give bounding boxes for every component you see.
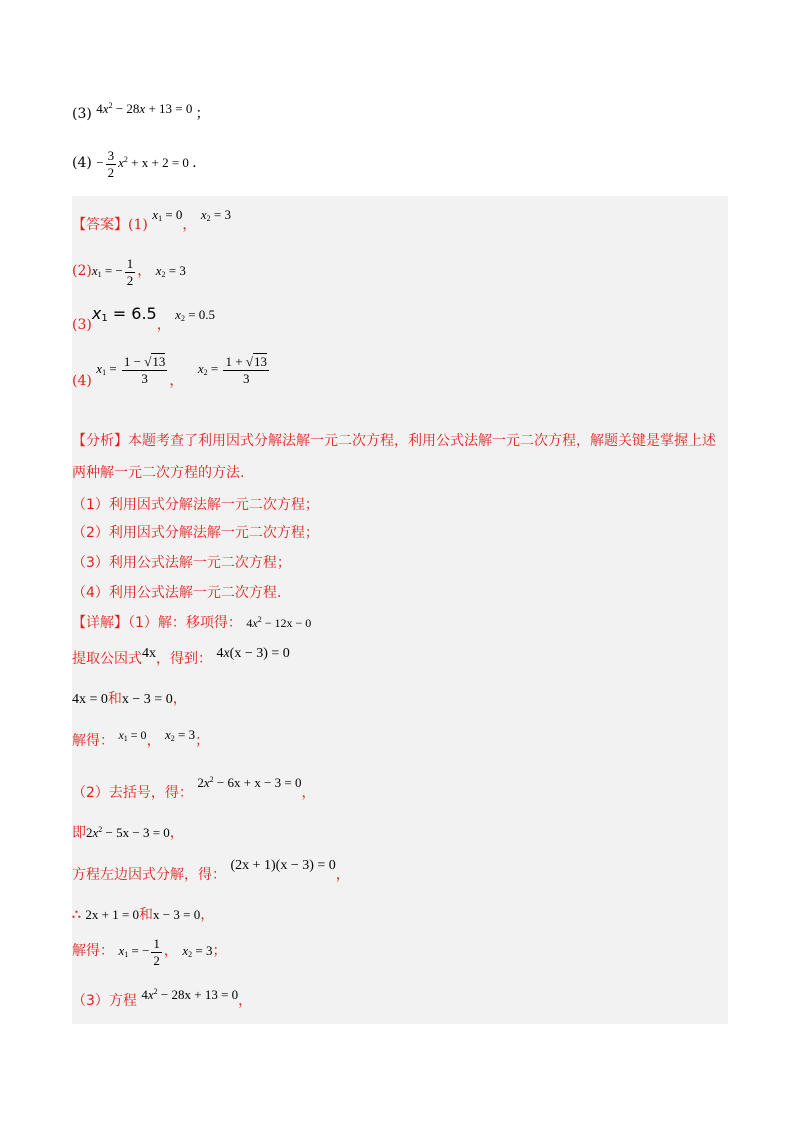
a4-x2-num: 1 + xyxy=(225,354,246,369)
detail-s10-end: ， xyxy=(238,993,253,1009)
question-3 xyxy=(72,98,210,122)
detail-tag: 【详解】 xyxy=(72,615,128,631)
answer-4-x1: $x_1$ = $\frac{1 - √13}{3}$ xyxy=(96,354,166,386)
detail-s8-end: ， xyxy=(200,907,215,923)
a2-num: 1 xyxy=(126,256,134,271)
therefore-symbol: ∴ xyxy=(72,907,81,923)
a2-x2-val: = 3 xyxy=(168,263,186,279)
a2-fraction xyxy=(125,256,136,288)
q4-num: 3 xyxy=(107,148,115,163)
detail-s9-fraction xyxy=(151,936,162,968)
detail-s4-text: 解得： xyxy=(72,733,114,749)
a4-x2-fraction: $\frac{1 + √13}{3}$ xyxy=(225,354,267,386)
detail-s4-x1-val: = 0 xyxy=(130,728,147,742)
detail-step-7 xyxy=(72,854,350,883)
analysis-line-1 xyxy=(72,430,716,450)
detail-step-2 xyxy=(72,642,290,667)
detail-s7-text: 方程左边因式分解，得： xyxy=(72,867,226,883)
detail-s4-x1: $x_1 = 0$ xyxy=(118,728,147,743)
detail-s1-math: $4x^2 - 12x - 0$ xyxy=(246,615,312,630)
detail-s10-math: $4x^2 - 28x + 13 = 0$ xyxy=(141,987,239,1002)
answer-3-x2: $x_2 = 0.5$ xyxy=(175,307,216,323)
detail-s6-math: $2x^2 - 5x - 3 = 0$ xyxy=(86,825,170,840)
a4-x2-radicand: 13 xyxy=(253,354,267,369)
detail-s6m: − 5x − 3 = 0 xyxy=(105,825,170,840)
answer-2-x2: $x_2 = 3$ xyxy=(155,263,186,280)
detail-s2b-text: ，得到： xyxy=(156,651,212,667)
answer-2-label: (2) xyxy=(72,263,92,280)
detail-s5-end: ， xyxy=(301,785,316,801)
detail-step-6 xyxy=(72,822,184,842)
a4-x1-num: 1 − xyxy=(123,354,145,369)
q4-neg: − xyxy=(96,155,104,171)
detail-step-1 xyxy=(72,612,311,632)
detail-s10m: − 28x + 13 = 0 xyxy=(160,987,239,1002)
detail-s3-and: 和 xyxy=(107,691,122,707)
q3-end: ； xyxy=(195,106,210,122)
detail-step-5 xyxy=(72,772,316,801)
detail-s7-math: (2x + 1)(x − 3) = 0 xyxy=(230,858,336,873)
analysis-text-1: 本题考查了利用因式分解法解一元二次方程，利用公式法解一元二次方程，解题关键是掌握上述 xyxy=(128,433,716,449)
detail-s8a: 2x + 1 = 0 xyxy=(85,907,140,922)
analysis-item-4: （4）利用公式法解一元二次方程. xyxy=(72,585,282,601)
answer-4-label: (4) xyxy=(72,373,92,390)
detail-s2e: (x − 3) = 0 xyxy=(229,646,290,661)
detail-step-9 xyxy=(72,936,226,968)
a3-sep: ， xyxy=(156,317,171,333)
detail-s1-text: （1）解：移项得： xyxy=(128,615,242,631)
detail-s9-text: 解得： xyxy=(72,943,114,960)
answer-4 xyxy=(72,354,271,390)
question-3-equation: $4x^2 - 28x + 13 = 0$ xyxy=(96,101,193,116)
detail-s9-x2-val: = 3 xyxy=(195,943,213,959)
detail-s2-math: 4x xyxy=(142,646,156,661)
detail-s9-x1: $x_1$ = − $\frac{1}{2}$ xyxy=(118,936,160,968)
question-4-equation: − $\frac{3}{2}$ $x^2 + x + 2 = 0$ xyxy=(96,148,189,180)
a3-x1-val: = 6.5 xyxy=(112,304,157,323)
a4-x2-den: 3 xyxy=(242,370,250,386)
detail-s5-math: $2x^2 - 6x + x - 3 = 0$ xyxy=(197,775,302,790)
q3-term1: 4 xyxy=(96,101,103,116)
analysis-item-1: （1）利用因式分解法解一元二次方程； xyxy=(72,497,319,513)
answer-3-label: (3) xyxy=(72,317,92,333)
detail-step-10 xyxy=(72,984,253,1009)
analysis-item-2: （2）利用因式分解法解一元二次方程； xyxy=(72,525,319,541)
analysis-tag: 【分析】 xyxy=(72,433,128,449)
a4-x1-radicand: 13 xyxy=(152,354,166,369)
detail-s9-x1-val: = − xyxy=(131,943,150,959)
analysis-line-2: 两种解一元二次方程的方法. xyxy=(72,465,245,481)
detail-s6-end: ， xyxy=(169,825,184,841)
answer-tag: 【答案】 xyxy=(72,217,128,233)
detail-s2-text: 提取公因式 xyxy=(72,651,142,667)
detail-s2-equation: 4x(x − 3) = 0 xyxy=(216,646,290,661)
answer-1-label: (1) xyxy=(128,217,148,233)
q4-den: 2 xyxy=(107,164,115,180)
a4-sep: ， xyxy=(169,373,184,390)
detail-s8-and: 和 xyxy=(139,907,154,923)
a4-x1-fraction: $\frac{1 - √13}{3}$ xyxy=(123,354,166,386)
answer-1 xyxy=(72,204,231,233)
detail-s4-x2-val: = 3 xyxy=(178,727,196,742)
detail-s3b: x − 3 = 0 xyxy=(121,692,173,707)
a3-x2-val: = 0.5 xyxy=(188,307,216,322)
detail-s9-num: 1 xyxy=(153,936,160,951)
detail-step-3 xyxy=(72,688,187,708)
detail-s9-sep: ， xyxy=(163,943,178,960)
a2-x1-val: = − xyxy=(104,263,123,279)
q4-fraction xyxy=(106,148,117,180)
analysis-item-3: （3）利用公式法解一元二次方程； xyxy=(72,555,291,571)
question-3-label: (3) xyxy=(72,106,92,122)
detail-s9-den: 2 xyxy=(153,952,160,968)
detail-s7-end: ， xyxy=(335,867,350,883)
detail-s3-end: ， xyxy=(172,691,187,707)
detail-s3a: 4x = 0 xyxy=(72,692,108,707)
detail-step-4 xyxy=(72,724,210,749)
a1-x2-val: = 3 xyxy=(213,207,231,222)
detail-step-8 xyxy=(72,904,214,924)
a4-x1-den: 3 xyxy=(141,370,148,386)
detail-s10-text: （3）方程 xyxy=(72,993,137,1009)
detail-s5-text: （2）去括号，得： xyxy=(72,785,193,801)
question-4-label: (4) xyxy=(72,155,92,172)
detail-s4-x2: $x_2 = 3$ xyxy=(165,727,196,743)
q3-term2: − 28 xyxy=(115,101,140,116)
a2-sep: ， xyxy=(137,263,152,280)
detail-s9-x2: $x_2 = 3$ xyxy=(182,943,213,960)
question-4 xyxy=(72,148,197,180)
q3-term3: + 13 = 0 xyxy=(148,101,193,116)
answer-2-x1: $x_1$ = − $\frac{1}{2}$ xyxy=(91,256,134,288)
q4-rest: + x + 2 = 0 xyxy=(131,155,189,171)
a2-den: 2 xyxy=(126,272,134,288)
answer-1-x2: $x_2 = 3$ xyxy=(200,207,231,223)
detail-s1m: − 12x − 0 xyxy=(264,616,312,630)
answer-2 xyxy=(72,256,186,288)
answer-1-x1: $x_1 = 0$ xyxy=(152,207,183,223)
detail-s5m: − 6x + x − 3 = 0 xyxy=(216,775,302,790)
a1-sep: ， xyxy=(182,217,197,233)
answer-3 xyxy=(72,304,216,333)
a1-x1-val: = 0 xyxy=(165,207,183,222)
answer-4-x2: $x_2$ = $\frac{1 + √13}{3}$ xyxy=(197,354,267,386)
detail-s4-sep: ， xyxy=(146,733,161,749)
answer-3-x1: $x_1 = 6.5$ xyxy=(91,304,157,324)
detail-s4-end: ； xyxy=(195,733,210,749)
detail-s9-end: ； xyxy=(212,943,227,960)
q4-end: . xyxy=(192,155,197,172)
detail-s8b: x − 3 = 0 xyxy=(153,907,201,922)
detail-s6-text: 即 xyxy=(72,825,86,841)
